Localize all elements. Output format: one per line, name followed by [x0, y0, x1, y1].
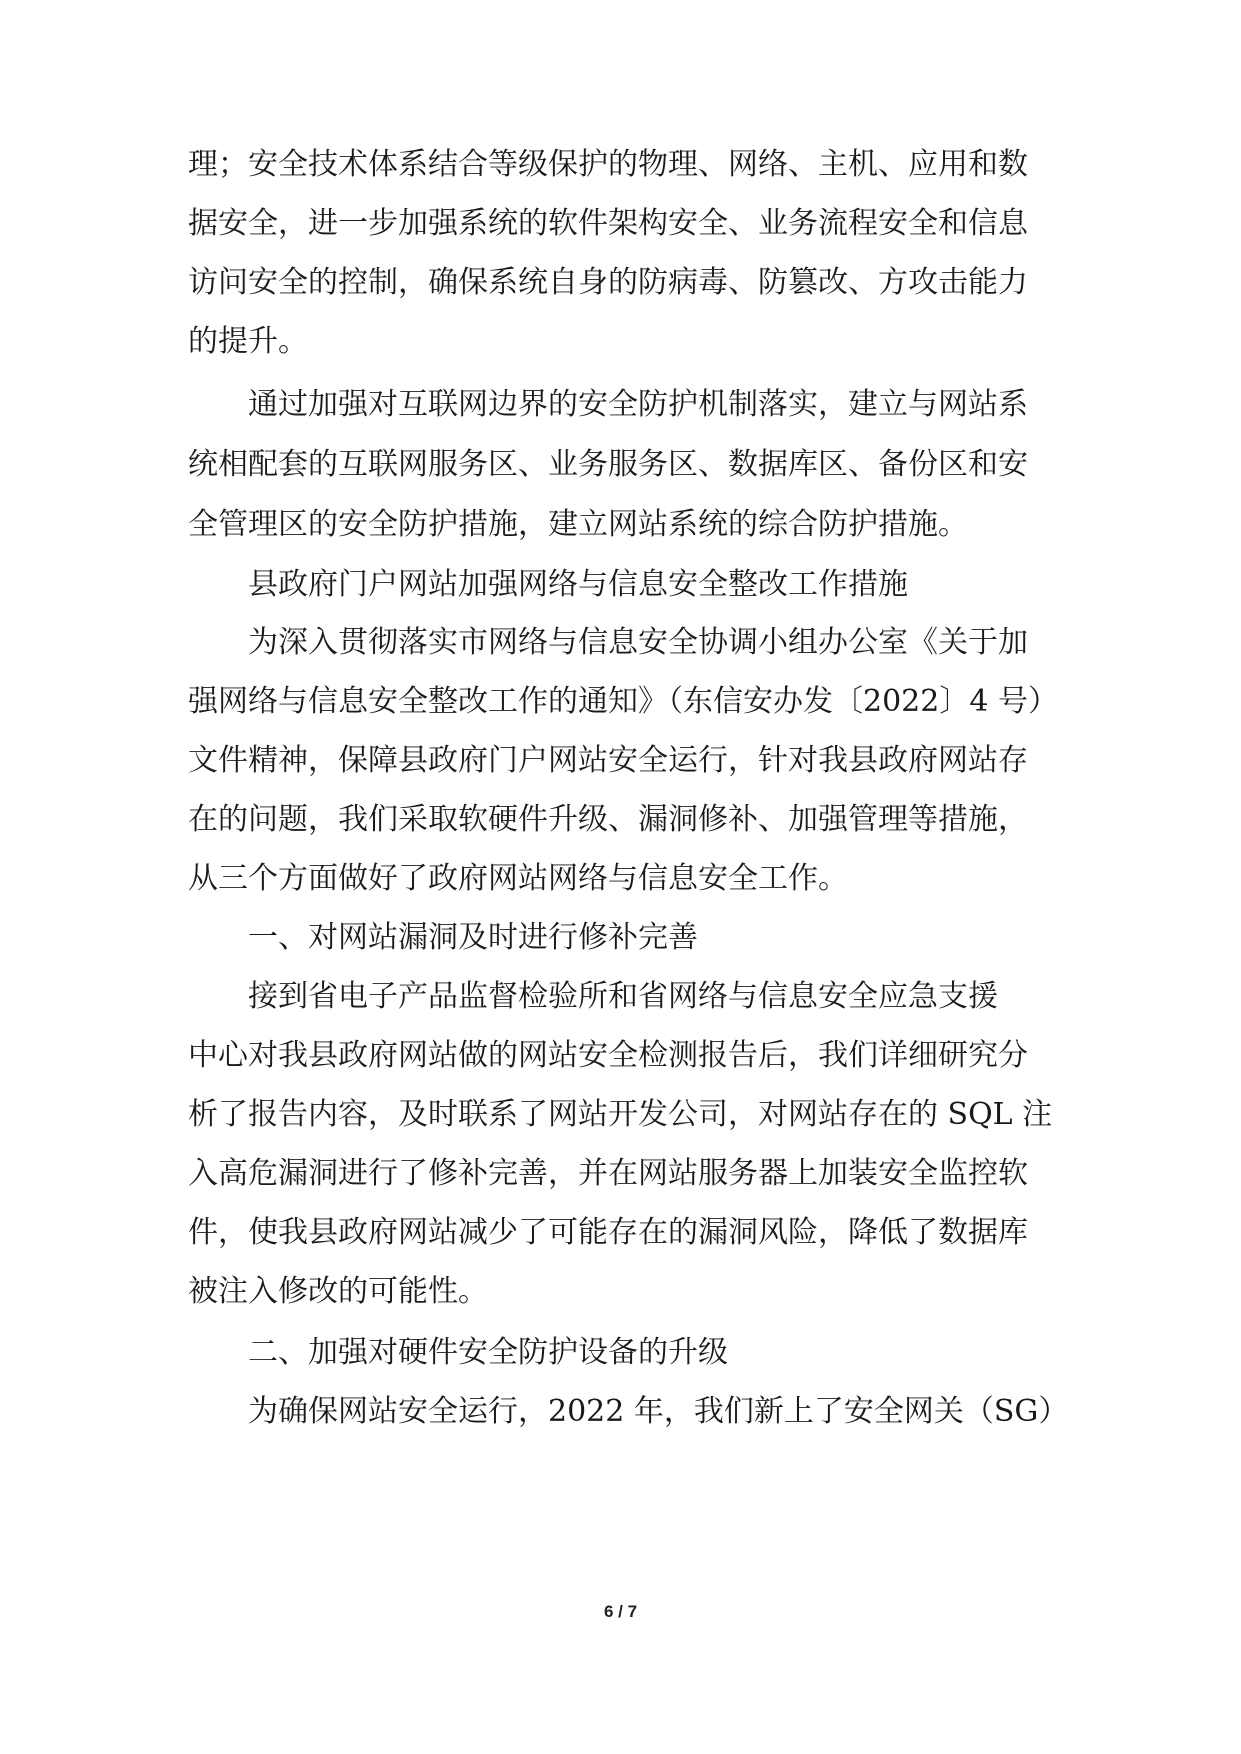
paragraph-start-line: 为深入贯彻落实市网络与信息安全协调小组办公室《关于加: [248, 625, 1028, 660]
text-line: 入高危漏洞进行了修补完善，并在网站服务器上加装安全监控软: [188, 1156, 1028, 1191]
text-line: 据安全，进一步加强系统的软件架构安全、业务流程安全和信息: [188, 206, 1028, 241]
text-line: 全管理区的安全防护措施，建立网站系统的综合防护措施。: [188, 507, 968, 542]
heading-line: 二、加强对硬件安全防护设备的升级: [248, 1335, 728, 1370]
text-line: 文件精神，保障县政府门户网站安全运行，针对我县政府网站存: [188, 743, 1028, 778]
text-line: 统相配套的互联网服务区、业务服务区、数据库区、备份区和安: [188, 447, 1028, 482]
text-line: 理；安全技术体系结合等级保护的物理、网络、主机、应用和数: [188, 147, 1028, 182]
text-line: 件，使我县政府网站减少了可能存在的漏洞风险，降低了数据库: [188, 1215, 1028, 1250]
paragraph-start-line: 接到省电子产品监督检验所和省网络与信息安全应急支援: [248, 979, 998, 1014]
paragraph-start-line: 为确保网站安全运行，2022 年，我们新上了安全网关（SG）: [248, 1394, 1069, 1429]
section-title-line: 县政府门户网站加强网络与信息安全整改工作措施: [248, 567, 908, 602]
text-line: 被注入修改的可能性。: [188, 1274, 488, 1309]
heading-line: 一、对网站漏洞及时进行修补完善: [248, 920, 698, 955]
text-line: 中心对我县政府网站做的网站安全检测报告后，我们详细研究分: [188, 1038, 1028, 1073]
text-line: 在的问题，我们采取软硬件升级、漏洞修补、加强管理等措施，: [188, 802, 1028, 837]
text-line: 的提升。: [188, 324, 308, 359]
page-number: 6 / 7: [603, 1602, 638, 1621]
text-line: 从三个方面做好了政府网站网络与信息安全工作。: [188, 861, 848, 896]
text-line: 访问安全的控制，确保系统自身的防病毒、防篡改、方攻击能力: [188, 265, 1028, 300]
paragraph-start-line: 通过加强对互联网边界的安全防护机制落实，建立与网站系: [248, 387, 1028, 422]
text-line: 强网络与信息安全整改工作的通知》（东信安办发〔2022〕4 号）: [188, 684, 1058, 719]
text-line: 析了报告内容，及时联系了网站开发公司，对网站存在的 SQL 注: [188, 1097, 1053, 1132]
